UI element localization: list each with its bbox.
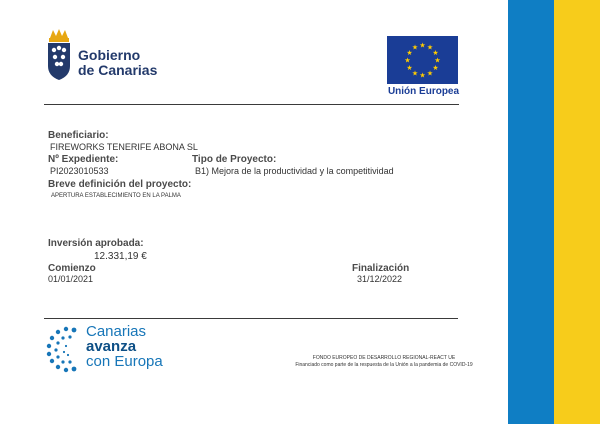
eu-star-icon: ★ [426,70,434,78]
tipo-proyecto-value: B1) Mejora de la productividad y la competitividad [195,166,394,176]
eu-star-icon: ★ [406,65,413,72]
inversion-label: Inversión aprobada: [48,238,144,249]
eu-star-icon: ★ [404,57,411,65]
cae-line1: Canarias [86,323,147,340]
definicion-label: Breve definición del proyecto: [48,179,192,190]
fund-line1: FONDO EUROPEO DE DESARROLLO REGIONAL-REACT UE [312,355,456,361]
tipo-proyecto-label: Tipo de Proyecto: [192,154,277,165]
eu-star-icon: ★ [432,65,439,72]
yellow-stripe [554,0,600,424]
eu-logo [387,36,460,97]
inversion-value: 12.331,19 € [94,251,147,262]
cae-line3: con Europa [86,353,163,370]
beneficiario-value: FIREWORKS TENERIFE ABONA SL [50,142,198,152]
eu-star-icon: ★ [411,70,419,78]
expediente-value: PI2023010533 [50,166,109,176]
funding-note [292,355,476,369]
gobierno-canarias-wordmark [78,48,157,78]
gov-logo-line2: de Canarias [78,62,158,78]
dotted-c-icon [44,324,84,374]
definicion-value: APERTURA ESTABLECIMIENTO EN LA PALMA [51,193,181,199]
eu-flag-icon [387,36,458,84]
footer-divider [44,318,458,319]
eu-label: Unión Europea [387,86,460,97]
eu-star-icon: ★ [419,72,426,80]
eu-star-icon: ★ [419,42,426,50]
eu-star-icon: ★ [426,44,434,52]
beneficiario-label: Beneficiario: [48,130,109,141]
gov-logo-line1: Gobierno [78,47,141,63]
comienzo-value: 01/01/2021 [48,274,94,284]
comienzo-label: Comienzo [48,263,96,274]
coat-of-arms-icon [44,28,74,82]
expediente-label: Nº Expediente: [48,154,119,165]
finalizacion-value: 31/12/2022 [357,274,403,284]
eu-star-icon: ★ [432,50,439,57]
gobierno-canarias-logo [44,28,174,82]
eu-star-icon: ★ [406,50,413,57]
cae-line2: avanza [86,338,137,355]
canarias-avanza-logo [44,324,184,374]
eu-star-icon: ★ [434,57,441,65]
finalizacion-label: Finalización [352,263,410,274]
header-divider [44,104,459,105]
eu-star-icon: ★ [411,44,419,52]
fund-line2: Financiado como parte de la respuesta de la Unión a la pandemia de COVID-19 [295,362,473,368]
canarias-avanza-wordmark [86,324,163,369]
blue-stripe [508,0,554,424]
